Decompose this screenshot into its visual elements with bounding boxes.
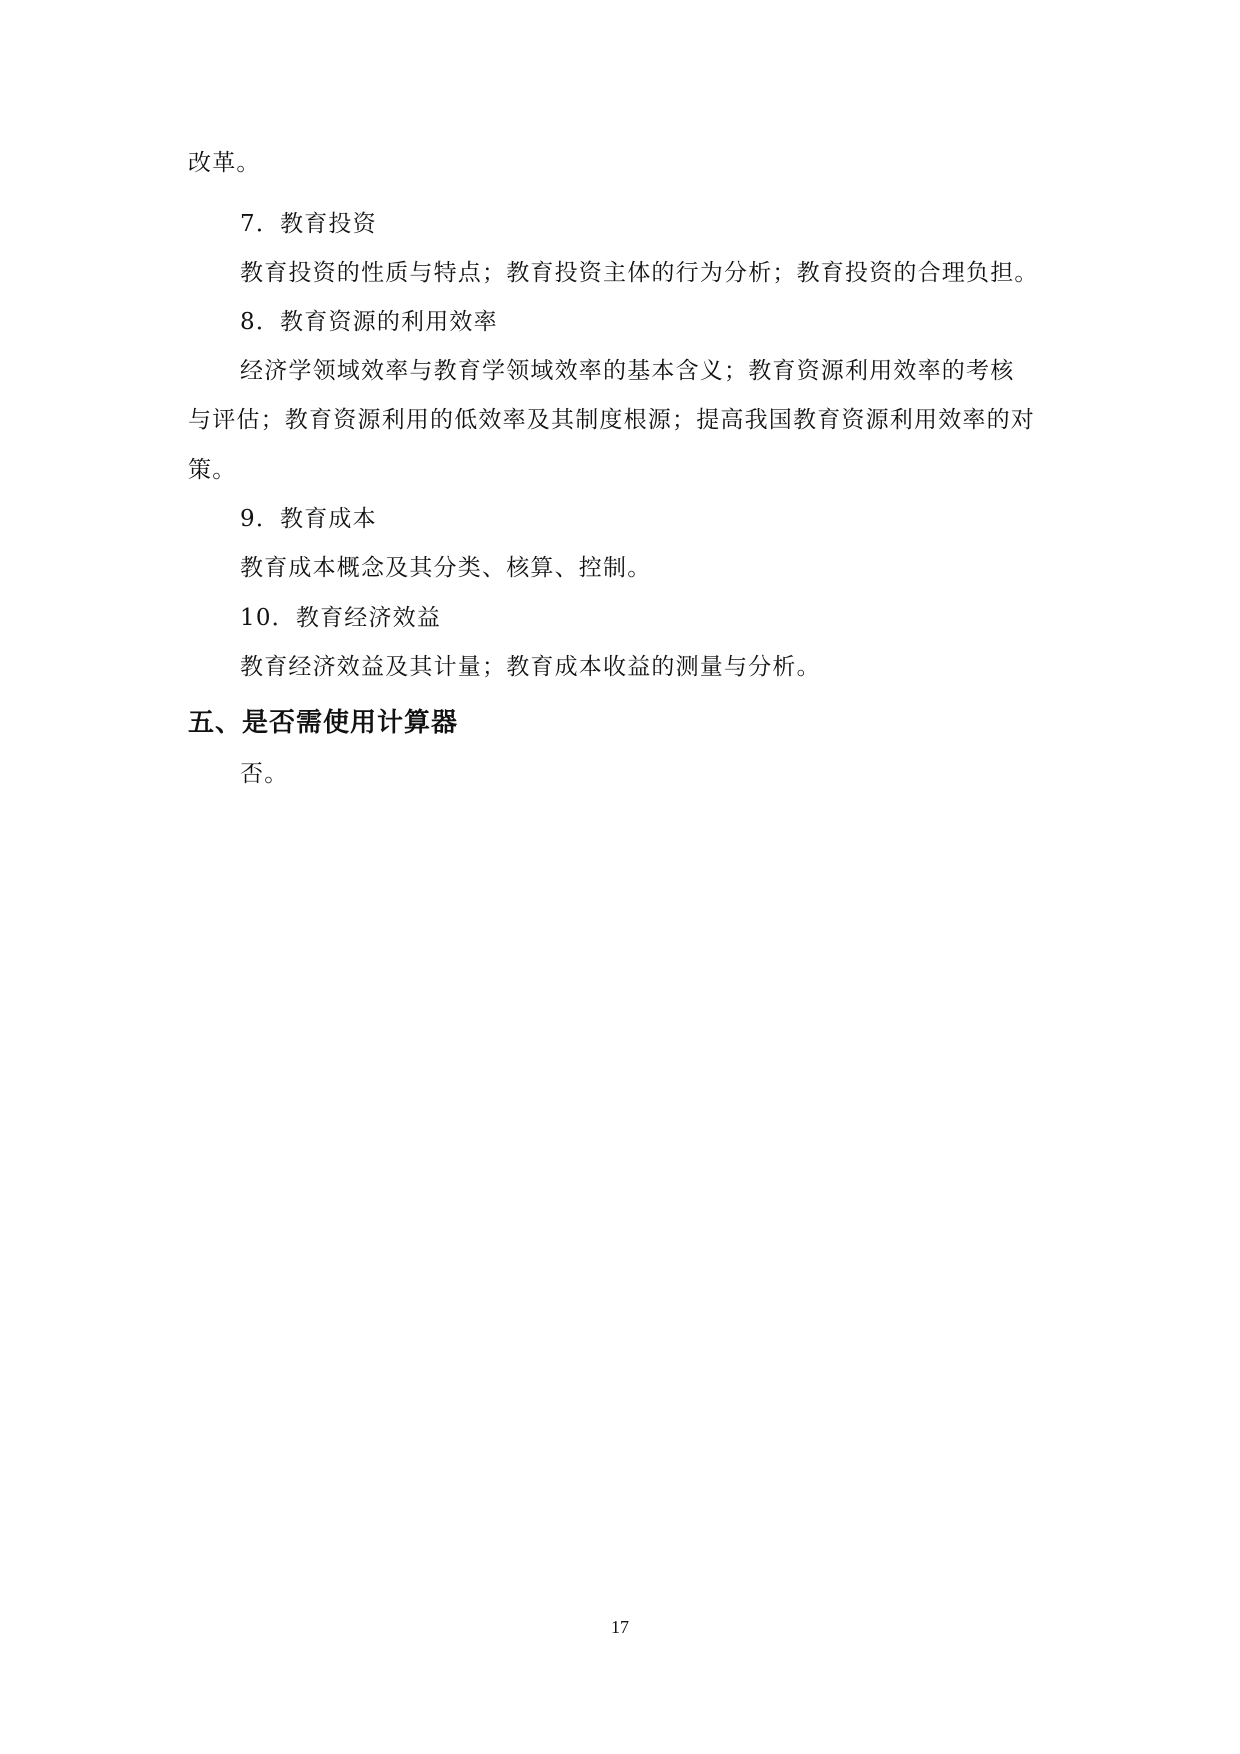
item-body-9: 教育成本概念及其分类、核算、控制。 [240,555,652,581]
item-heading-8: 8．教育资源的利用效率 [240,309,498,335]
section-answer: 否。 [240,761,289,787]
item-body-8-line3: 策。 [188,457,237,483]
item-heading-7: 7．教育投资 [240,211,377,237]
paragraph-continuation: 改革。 [188,150,261,176]
section-heading: 五、是否需使用计算器 [188,708,459,738]
item-body-8-line2: 与评估；教育资源利用的低效率及其制度根源；提高我国教育资源利用效率的对 [188,407,1035,433]
page-number: 17 [611,1617,629,1637]
item-body-10: 教育经济效益及其计量；教育成本收益的测量与分析。 [240,654,821,680]
item-body-8-line1: 经济学领域效率与教育学领域效率的基本含义；教育资源利用效率的考核 [240,358,1015,384]
item-heading-10: 10．教育经济效益 [240,605,442,631]
item-heading-9: 9．教育成本 [240,506,377,532]
item-body-7: 教育投资的性质与特点；教育投资主体的行为分析；教育投资的合理负担。 [240,260,1039,286]
